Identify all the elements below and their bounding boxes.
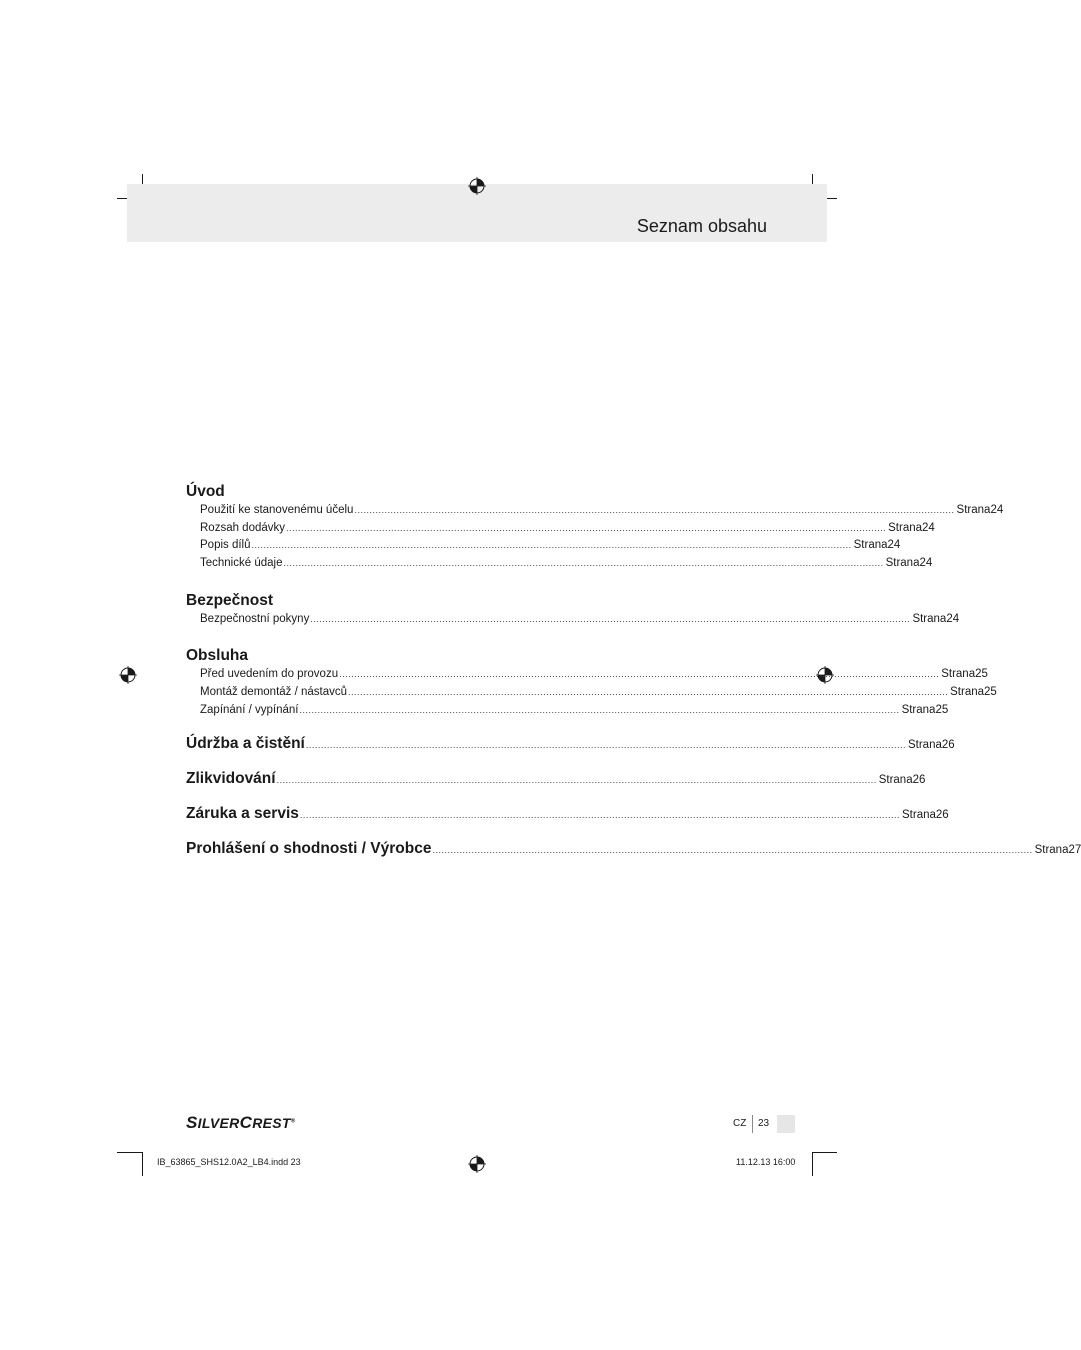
registration-target-icon [119,666,137,684]
toc-page-number: 26 [935,808,949,821]
logo-text: ILVER [197,1115,240,1131]
toc-page-word: Strana [956,504,991,516]
footer-page-number: 23 [758,1118,770,1129]
toc-main-entry[interactable] [186,733,955,755]
toc-section-title: Obsluha [186,647,249,665]
toc-page-number: 27 [1068,843,1081,856]
print-slug-date: 11.12.13 16:00 [736,1157,796,1167]
toc-page-word: Strana [878,773,913,786]
toc-leader-dots: ........................................................................................................................................................................................................ [348,687,949,698]
registration-target-icon [468,177,486,195]
toc-entry-label: Použití ke stanovenému účelu [200,504,354,516]
logo-trademark: ® [290,1118,296,1125]
toc-section-title: Úvod [186,483,225,500]
toc-page-number: 24 [919,557,933,570]
toc-leader-dots: ........................................................................................................................................................................................................ [276,774,877,785]
toc-page-number: 25 [935,703,949,716]
toc-page-word: Strana [901,703,936,716]
toc-page-number: 25 [984,686,997,699]
toc-page-word: Strana [950,686,985,699]
toc-entry[interactable] [186,555,933,573]
toc-entry[interactable] [186,520,935,538]
crop-mark-bottom-right-v [812,1152,813,1176]
toc-page-word: Strana [907,738,942,751]
toc-page-number: 26 [912,773,926,786]
crop-mark-bottom-right-h [813,1152,837,1153]
table-of-contents [186,482,1081,860]
toc-entry-label: Před uvedením do provozu [200,668,339,681]
toc-section-title: Bezpečnost [186,591,273,609]
toc-leader-dots: ........................................................................................................................................................................................................ [305,739,906,750]
toc-leader-dots: ........................................................................................................................................................................................................ [251,540,852,551]
toc-page-number: 26 [941,738,955,751]
logo-text: REST [252,1115,291,1131]
toc-entry-label: Zlikvidování [186,769,276,787]
silvercrest-logo [186,1113,295,1133]
toc-entry-label: Údržba a čistění [186,734,305,752]
footer-language: CZ [733,1118,747,1129]
toc-leader-dots: ........................................................................................................................................................................................................ [283,558,884,569]
toc-page-number: 24 [887,539,901,552]
toc-entry-label: Záruka a servis [186,804,299,822]
toc-page-number: 25 [975,668,988,681]
toc-main-entry[interactable] [186,768,926,790]
toc-entry-label: Popis dílů [200,539,251,552]
toc-leader-dots: ........................................................................................................................................................................................................ [310,613,911,624]
toc-entry-label: Rozsah dodávky [200,521,286,534]
toc-page-number: 24 [990,504,1004,516]
toc-entry[interactable] [186,666,988,684]
toc-page-number: 24 [946,612,960,625]
footer-divider [752,1115,753,1133]
toc-page-word: Strana [902,808,936,821]
toc-entry-label: Bezpečnostní pokyny [200,612,310,625]
toc-entry[interactable] [186,611,960,629]
logo-letter: C [239,1113,253,1132]
toc-page-word: Strana [912,612,947,625]
toc-entry[interactable] [186,702,949,720]
toc-entry[interactable] [186,684,997,702]
logo-letter: S [186,1113,198,1132]
toc-leader-dots: ........................................................................................................................................................................................................ [354,505,955,515]
toc-entry-label: Prohlášení o shodnosti / Výrobce [186,839,432,857]
print-slug-file: IB_63865_SHS12.0A2_LB4.indd 23 [157,1157,301,1167]
toc-leader-dots: ........................................................................................................................................................................................................ [299,704,900,715]
toc-leader-dots: ........................................................................................................................................................................................................ [339,669,940,680]
toc-page-word: Strana [885,557,920,570]
toc-entry[interactable] [186,502,1004,520]
toc-page-word: Strana [1034,843,1069,856]
toc-section-bezpecnost [186,591,960,629]
toc-leader-dots: ........................................................................................................................................................................................................ [432,844,1033,855]
toc-section-uvod [186,482,1004,573]
toc-leader-dots: ........................................................................................................................................................................................................ [286,522,887,533]
toc-page-number: 24 [922,521,935,534]
toc-page-word: Strana [941,668,976,681]
toc-main-entry[interactable] [186,838,1081,860]
toc-page-word: Strana [853,539,888,552]
crop-mark-bottom-left-v [142,1152,143,1176]
toc-entry-label: Zapínání / vypínání [200,703,299,716]
toc-entry-label: Montáž demontáž / nástavců [200,686,348,699]
toc-leader-dots: ........................................................................................................................................................................................................ [299,809,900,820]
toc-entry-label: Technické údaje [200,557,283,570]
toc-main-entry[interactable] [186,803,949,825]
toc-page-word: Strana [888,521,923,534]
toc-section-obsluha [186,646,997,719]
toc-entry[interactable] [186,537,901,555]
footer-tab-box [777,1115,795,1133]
page-title: Seznam obsahu [636,216,767,236]
registration-target-icon [468,1155,486,1173]
crop-mark-bottom-left-h [117,1152,142,1153]
